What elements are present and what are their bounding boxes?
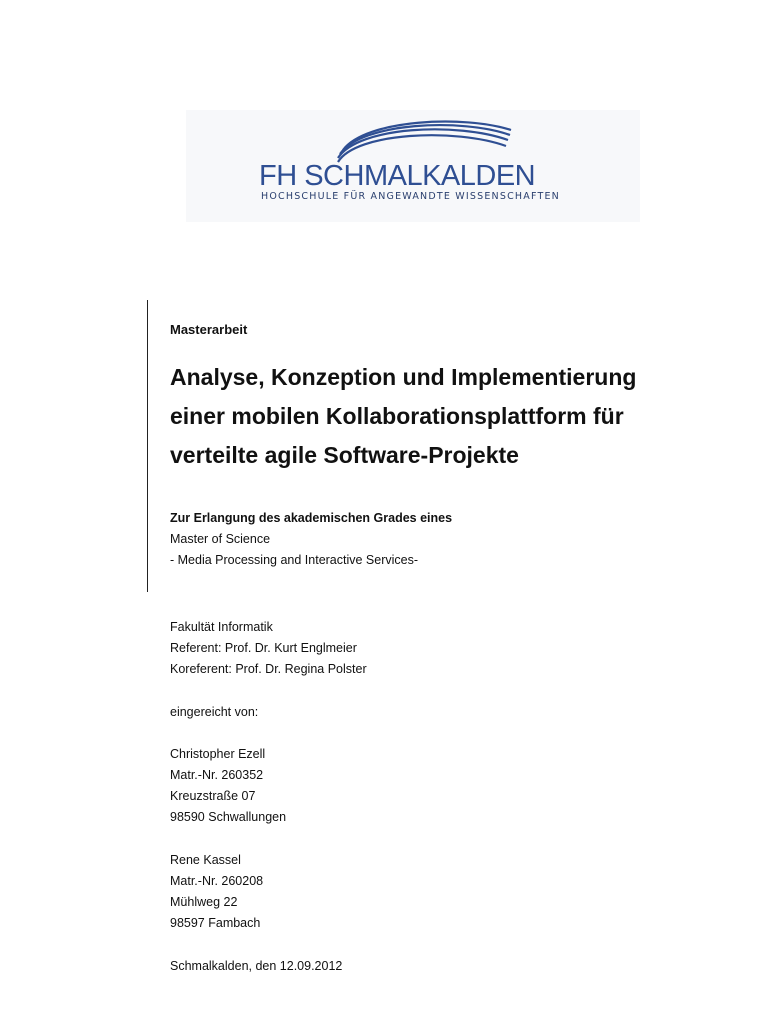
university-logo: [186, 110, 640, 222]
koreferent: Koreferent: Prof. Dr. Regina Polster: [170, 662, 367, 676]
submitted-by-label: eingereicht von:: [170, 705, 259, 719]
author-city: 98597 Fambach: [170, 916, 261, 930]
referent: Referent: Prof. Dr. Kurt Englmeier: [170, 641, 357, 655]
faculty-section: [170, 617, 367, 680]
degree-name: Master of Science: [170, 532, 271, 546]
author-matr: Matr.-Nr. 260208: [170, 874, 264, 888]
degree-section: [170, 508, 452, 571]
thesis-title: [170, 358, 730, 475]
author-street: Kreuzstraße 07: [170, 789, 256, 803]
author-city: 98590 Schwallungen: [170, 810, 287, 824]
title-line: einer mobilen Kollaborationsplattform für: [170, 403, 624, 429]
author-name: Rene Kassel: [170, 853, 241, 867]
vertical-rule: [147, 300, 148, 592]
author-street: Mühlweg 22: [170, 895, 238, 909]
author-block: [170, 850, 263, 934]
title-line: Analyse, Konzeption und Implementierung: [170, 364, 637, 390]
logo-name: FH SCHMALKALDEN: [259, 160, 536, 192]
faculty-name: Fakultät Informatik: [170, 620, 273, 634]
author-matr: Matr.-Nr. 260352: [170, 768, 264, 782]
author-block: [170, 744, 286, 828]
degree-program: - Media Processing and Interactive Services-: [170, 553, 419, 567]
logo-subtitle: HOCHSCHULE FÜR ANGEWANDTE WISSENSCHAFTEN: [261, 191, 560, 202]
degree-intro: Zur Erlangung des akademischen Grades eines: [170, 511, 453, 525]
place-date: Schmalkalden, den 12.09.2012: [170, 959, 343, 973]
author-name: Christopher Ezell: [170, 747, 266, 761]
title-line: verteilte agile Software-Projekte: [170, 442, 519, 468]
document-type: Masterarbeit: [170, 322, 248, 337]
